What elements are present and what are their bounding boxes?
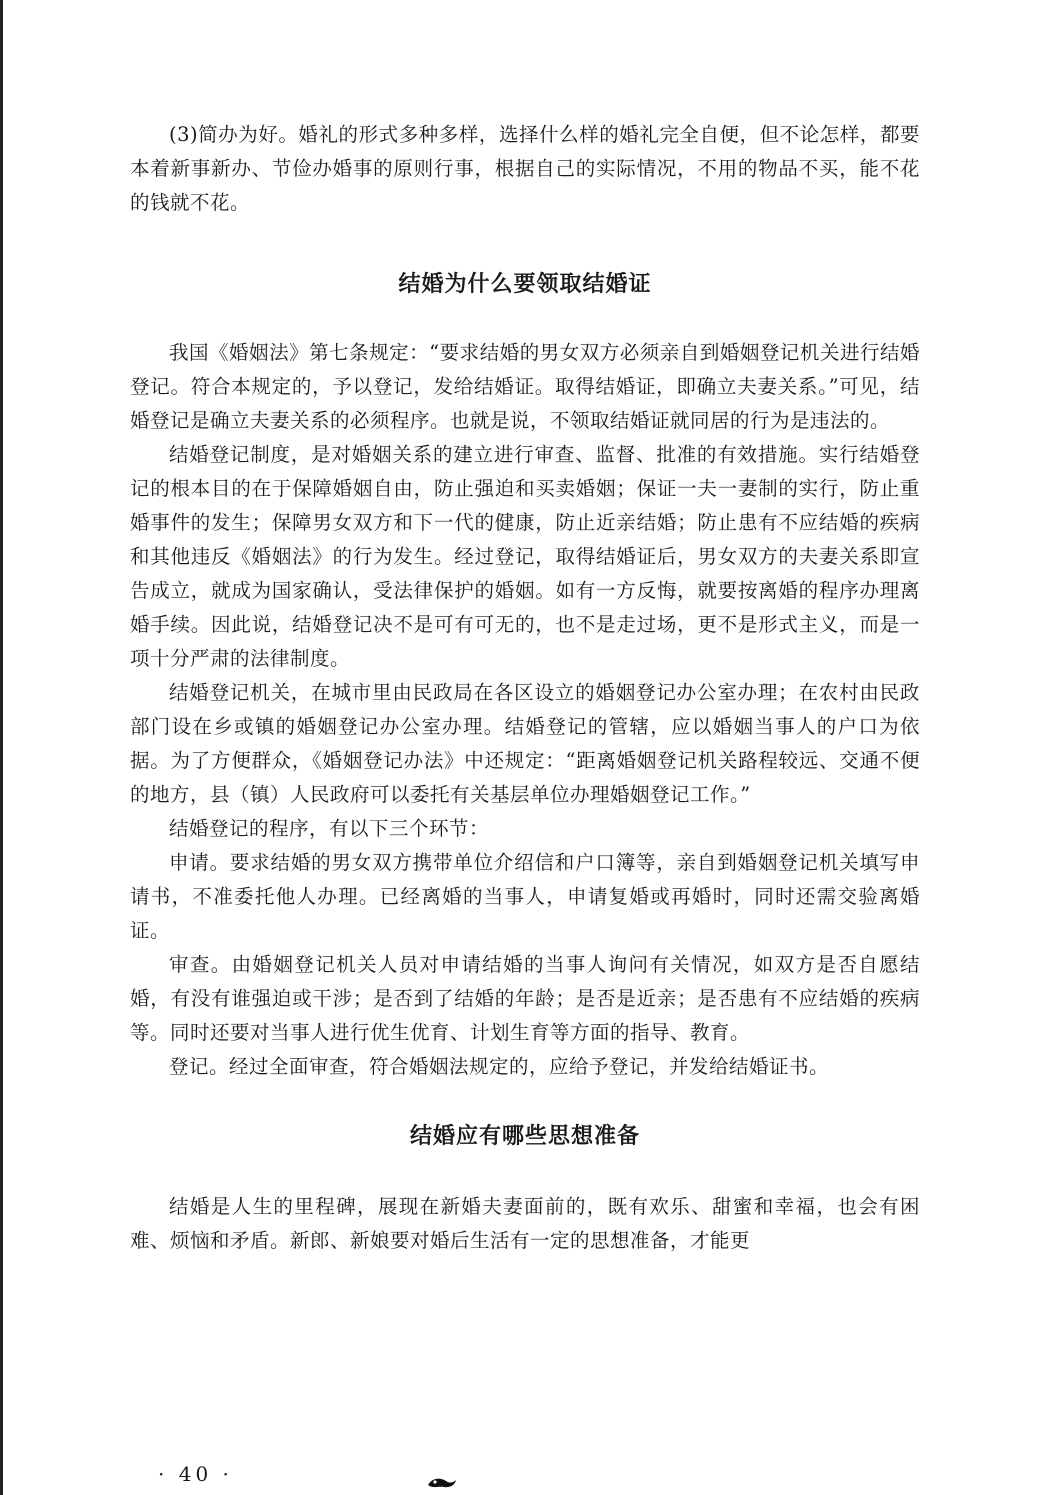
section-2-paragraph: 结婚是人生的里程碑，展现在新婚夫妻面前的，既有欢乐、甜蜜和幸福，也会有困难、烦恼和矛盾。新郎、新娘要对婚后生活有一定的思想准备，才能更: [130, 1195, 920, 1252]
page-edge-line: [0, 0, 3, 1495]
section-1-paragraph: 申请。要求结婚的男女双方携带单位介绍信和户口簿等，亲自到婚姻登记机关填写申请书，不准委托他人办理。已经离婚的当事人，申请复婚或再婚时，同时还需交验离婚证。: [130, 851, 920, 942]
section-1-paragraph: 结婚登记制度，是对婚姻关系的建立进行审查、监督、批准的有效措施。实行结婚登记的根本目的在于保障婚姻自由，防止强迫和买卖婚姻；保证一夫一妻制的实行，防止重婚事件的发生；保障男女双方和下一代的健康，防止近亲结婚；防止患有不应结婚的疾病和其他违反《婚姻法》的行为发生。经过登记，取得结婚证后，男女双方的夫妻关系即宣告成立，就成为国家确认，受法律保护的婚姻。如有一方反悔，就要按离婚的程序办理离婚手续。因此说，结婚登记决不是可有可无的，也不是走过场，更不是形式主义，而是一项十分严肃的法律制度。: [130, 443, 920, 670]
section-1-paragraph: 审查。由婚姻登记机关人员对申请结婚的当事人询问有关情况，如双方是否自愿结婚，有没有谁强迫或干涉；是否到了结婚的年龄；是否是近亲；是否患有不应结婚的疾病等。同时还要对当事人进行优生优育、计划生育等方面的指导、教育。: [130, 953, 920, 1044]
section-1-paragraph: 结婚登记的程序，有以下三个环节：: [169, 817, 490, 840]
leaf-ornament-icon: [426, 1476, 458, 1490]
page-number: · 40 ·: [158, 1462, 233, 1486]
section-1-paragraph: 结婚登记机关，在城市里由民政局在各区设立的婚姻登记办公室办理；在农村由民政部门设在乡或镇的婚姻登记办公室办理。结婚登记的管辖，应以婚姻当事人的户口为依据。为了方便群众，《婚姻登记办法》中还规定：“距离婚姻登记机关路程较远、交通不便的地方，县（镇）人民政府可以委托有关基层单位办理婚姻登记工作。”: [130, 681, 920, 806]
section-2-title: 结婚应有哪些思想准备: [409, 1124, 640, 1149]
section-1-paragraph: 登记。经过全面审查，符合婚姻法规定的，应给予登记，并发给结婚证书。: [169, 1055, 830, 1078]
section-1-title: 结婚为什么要领取结婚证: [398, 272, 652, 297]
intro-paragraph: (3)简办为好。婚礼的形式多种多样，选择什么样的婚礼完全自便，但不论怎样，都要本着新事新办、节俭办婚事的原则行事，根据自己的实际情况，不用的物品不买，能不花的钱就不花。: [130, 123, 920, 214]
section-1-paragraph: 我国《婚姻法》第七条规定：“要求结婚的男女双方必须亲自到婚姻登记机关进行结婚登记。符合本规定的，予以登记，发给结婚证。取得结婚证，即确立夫妻关系。”可见，结婚登记是确立夫妻关系的必须程序。也就是说，不领取结婚证就同居的行为是违法的。: [130, 341, 920, 432]
book-page: [130, 118, 920, 1258]
